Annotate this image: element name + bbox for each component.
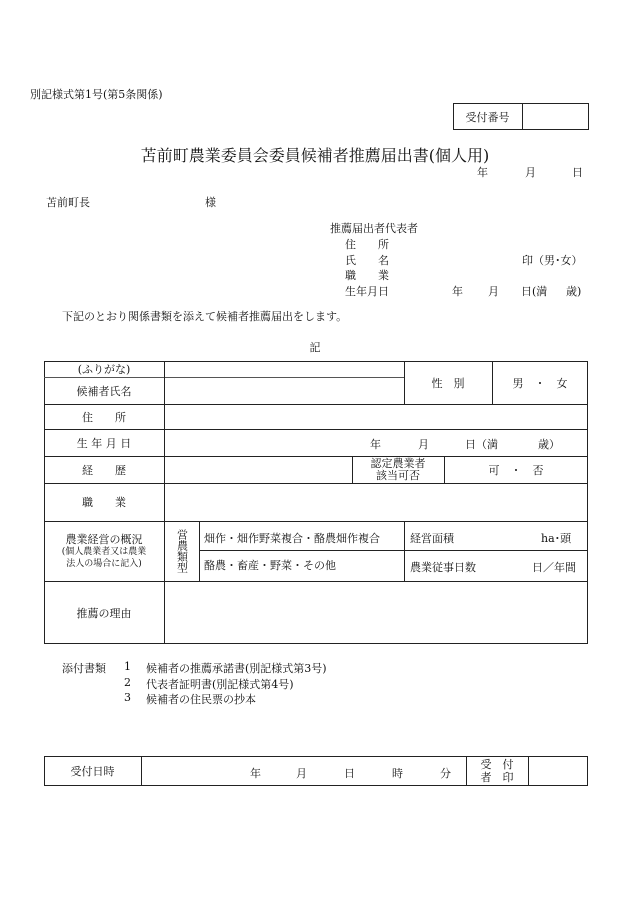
career-label: 経 歴 [82,463,126,477]
dob-age: 歳） [538,438,560,451]
representative-occupation-label: 職 業 [345,269,389,282]
ki-heading: 記 [309,341,321,354]
receipt-seal-line2: 者 印 [480,771,514,784]
representative-dob-month: 月 [488,285,499,298]
page-title: 苫前町農業委員会委員候補者推薦届出書(個人用) [140,146,490,165]
representative-dob-year: 年 [452,285,463,298]
certified-farmer-label [352,456,444,483]
receipt-seal-label [466,756,528,786]
representative-dob-label: 生年月日 [345,285,389,298]
receipt-seal-line1: 受 付 [480,758,514,771]
attachments-label: 添付書類 [62,662,106,675]
farm-type-options-1[interactable]: 畑作・畑作野菜複合・酪農畑作複合 [204,532,380,545]
certified-options[interactable]: 可 ・ 否 [488,463,544,477]
receipt-number-field[interactable] [522,103,588,130]
farm-mid-line [199,550,588,551]
form-reference: 別記様式第1号(第5条関係) [30,88,163,101]
representative-name-label: 氏 名 [345,254,389,267]
occupation-field[interactable] [164,483,588,521]
farm-area-line [404,521,405,581]
attachment-num-1: 1 [124,660,131,673]
representative-seal-sex: 印（男･女） [522,254,583,267]
address-label: 住 所 [82,410,126,424]
certified-label-line1: 認定農業者 [370,456,426,470]
addressee-name: 苫前町長 [46,196,90,209]
representative-dob-day: 日(満 [521,285,548,298]
dob-month: 月 [418,438,429,451]
reason-field[interactable] [164,581,588,644]
farm-overview-note1: (個人農業者又は農業 [61,546,147,557]
farm-overview-title: 農業経営の概況 [65,532,143,546]
receipt-number-label: 受付番号 [465,110,510,124]
candidate-name-label: 候補者氏名 [76,384,132,398]
occupation-label: 職 業 [82,496,126,509]
representative-dob-age: 歳) [566,285,582,298]
dob-day: 日（満 [465,438,498,451]
furigana-label: (ふりがな) [77,363,131,376]
date-year: 年 [477,166,488,179]
receipt-month: 月 [296,767,307,780]
receipt-day: 日 [344,767,355,780]
certified-label-line2: 該当可否 [376,468,420,482]
farm-area-unit: ha･頭 [541,532,572,545]
furigana-field[interactable] [164,361,404,377]
representative-heading: 推薦届出者代表者 [330,222,418,235]
farm-overview-label [44,521,164,581]
farm-type-line [199,521,200,581]
addressee-honorific: 様 [205,196,216,209]
dob-year: 年 [370,438,381,451]
sex-options[interactable]: 男 ・ 女 [512,376,568,390]
farm-type-options-2[interactable]: 酪農・畜産・野菜・その他 [204,559,336,572]
farm-days-unit: 日／年間 [532,561,576,574]
attachment-text-3: 候補者の住民票の抄本 [146,693,256,706]
receipt-year: 年 [250,767,261,780]
representative-address-label: 住 所 [345,238,389,251]
date-day: 日 [572,166,583,179]
attachment-text-1: 候補者の推薦承諾書(別記様式第3号) [146,662,327,675]
address-field[interactable] [164,404,588,429]
attachment-num-2: 2 [124,676,131,689]
receipt-datetime-label: 受付日時 [70,765,115,778]
attachment-num-3: 3 [124,691,131,704]
career-field[interactable] [164,456,352,483]
intro-text: 下記のとおり関係書類を添えて候補者推薦届出をします。 [62,310,348,323]
farm-type-label: 営農類型 [175,529,189,573]
receipt-label-line [141,756,142,786]
candidate-name-field[interactable] [164,377,404,404]
farm-days-label: 農業従事日数 [410,561,476,574]
sex-label: 性 別 [431,376,465,390]
farm-area-label: 経営面積 [410,532,454,545]
date-month: 月 [525,166,536,179]
farm-overview-note2: 法人の場合に記入) [66,558,142,569]
dob-label: 生 年 月 日 [76,436,132,450]
receipt-seal-field[interactable] [528,756,588,786]
reason-label: 推薦の理由 [76,606,132,620]
receipt-hour: 時 [392,767,403,780]
receipt-minute: 分 [440,767,451,780]
attachment-text-2: 代表者証明書(別記様式第4号) [146,678,294,691]
